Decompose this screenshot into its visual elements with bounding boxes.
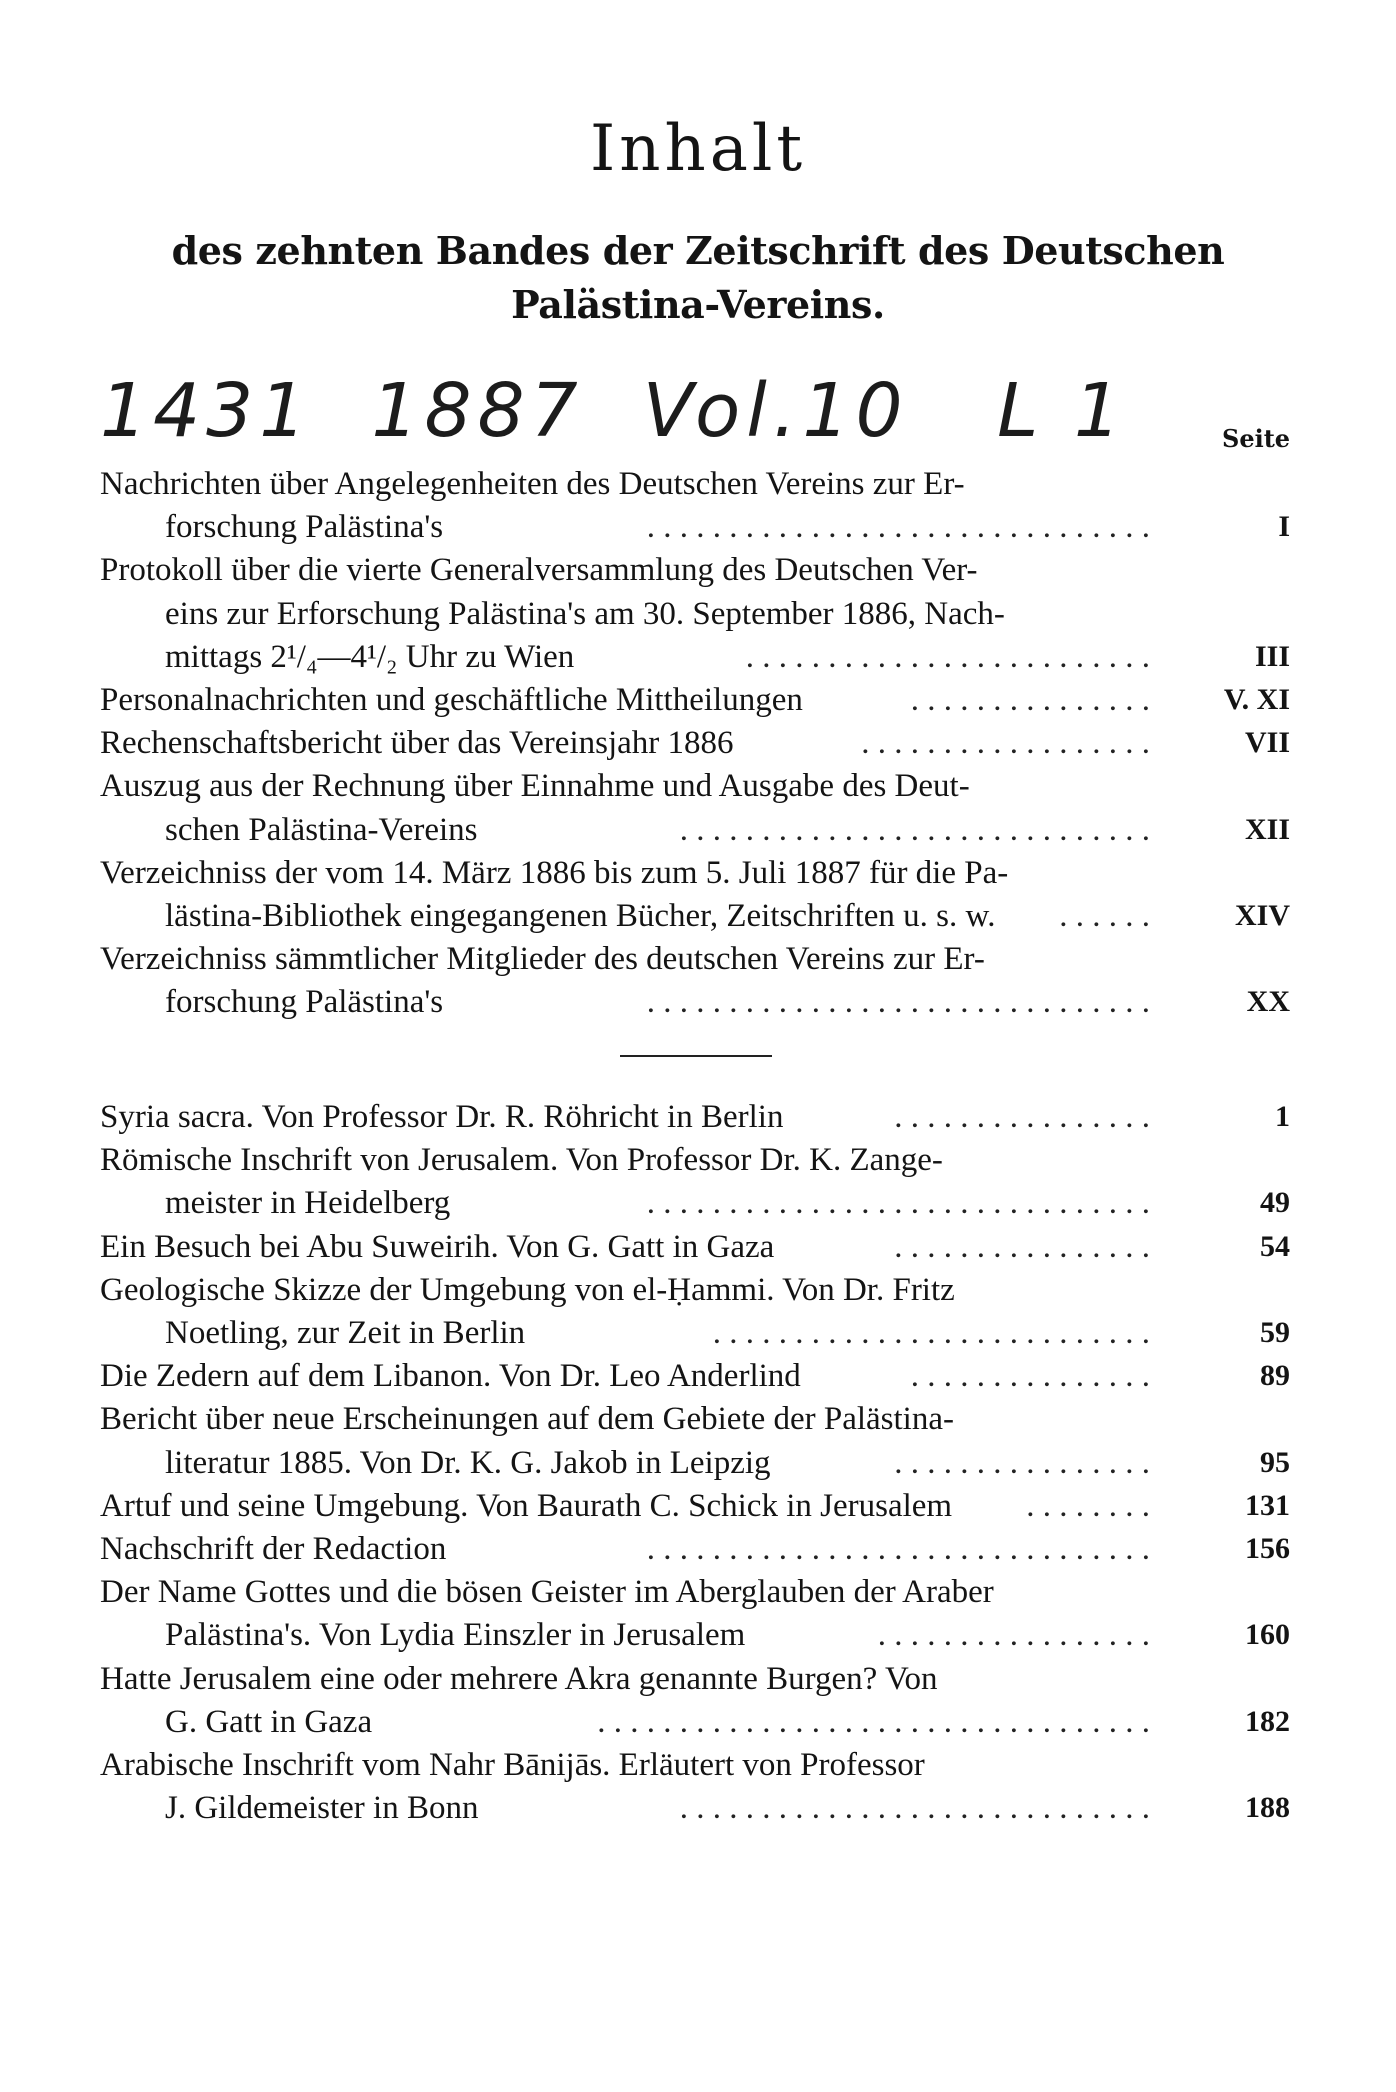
toc-entry-line [0,980,1396,1024]
toc-entry-text: forschung Palästina's [165,984,444,1021]
toc-page-number: XIV [1234,899,1290,932]
toc-entry-text: Personalnachrichten und geschäftliche Mittheilungen [100,682,803,718]
toc-entry-text: meister in Heidelberg [165,1185,451,1222]
dot-leader: . . . . . . . . . . . . . . . . . . . . . . . . . . . . . . . [646,1185,1150,1222]
dot-leader: . . . . . . . . . . . . . . . . . . . . . . . . . . . [712,1315,1150,1351]
toc-page-number: 95 [1260,1445,1290,1479]
dot-leader: . . . . . . . . . . . . . . . . . . . . . . . . . . . . . . . . . . [597,1703,1150,1740]
toc-entry-line [0,1354,1396,1398]
toc-page-number: 156 [1245,1532,1290,1565]
toc-entry-text: Auszug aus der Rechnung über Einnahme und Ausgabe des Deut- [100,768,970,805]
toc-entry-line [0,1613,1396,1657]
toc-entry-text: Nachschrift der Redaction [100,1531,447,1567]
toc-entry-text: Geologische Skizze der Umgebung von el-Ḥammi. Von Dr. Fritz [100,1271,955,1308]
toc-page-number: 160 [1245,1618,1290,1652]
toc-page-number: III [1254,639,1290,673]
toc-page-number: 59 [1260,1316,1290,1349]
toc-entry-text: Rechenschaftsbericht über das Vereinsjahr 1886 [100,725,734,762]
toc-entry-text: J. Gildemeister in Bonn [165,1790,479,1827]
toc-entry-line [0,1311,1396,1355]
toc-entry-text: Nachrichten über Angelegenheiten des Deutschen Vereins zur Er- [100,466,965,502]
toc-page-number: 182 [1245,1704,1290,1738]
dot-leader: . . . . . . . . . . . . . . . . [894,1228,1150,1265]
toc-page-number: V. XI [1223,683,1290,716]
toc-entry-line [0,937,1396,981]
seite-column-label: Seite [1222,424,1291,453]
toc-entry-line [0,1441,1396,1485]
handwritten-catalog-note: 1431 1887 Vol.10 L 1 [100,368,1127,454]
toc-entry-text: Der Name Gottes und die bösen Geister im Aberglauben der Araber [100,1574,994,1611]
dot-leader: . . . . . . . . . . . . . . . . . . [861,725,1150,762]
toc-entry-text: Hatte Jerusalem eine oder mehrere Akra genannte Burgen? Von [100,1660,938,1697]
dot-leader: . . . . . . . . . . . . . . . . . . . . . . . . . . . . . . . [646,984,1150,1021]
toc-entry-text: schen Palästina-Vereins [165,811,478,848]
dot-leader: . . . . . . . . . . . . . . . . . . . . . . . . . . . . . . . [646,1531,1150,1567]
toc-page-number: 49 [1260,1186,1290,1220]
toc-page-number: XII [1244,812,1290,846]
toc-entry-text: forschung Palästina's [165,509,444,546]
section-divider [620,1055,772,1057]
toc-page-number: VII [1244,726,1290,760]
dot-leader: . . . . . . . . . . . . . . . . . . . . . . . . . [745,638,1150,675]
dot-leader: . . . . . . . . . . . . . . . . . . . . . . . . . . . . . [679,1790,1150,1827]
toc-entry-text: Die Zedern auf dem Libanon. Von Dr. Leo Anderlind [100,1358,801,1395]
dot-leader: . . . . . . . . . . . . . . . [910,682,1150,718]
toc-entry-line [0,678,1396,722]
dot-leader: . . . . . . . . . . . . . . . [910,1358,1150,1395]
dot-leader: . . . . . . . . . . . . . . . . [894,1099,1150,1135]
toc-entry-text: Arabische Inschrift vom Nahr Bānijās. Erläutert von Professor [100,1747,925,1783]
toc-entry-line [0,894,1396,938]
toc-entry-line [0,1484,1396,1528]
subtitle-line-1: des zehnten Bandes der Zeitschrift des Deutschen [171,228,1225,273]
dot-leader: . . . . . . . . . . . . . . . . . . . . . . . . . . . . . [679,811,1150,848]
toc-entry-line [0,592,1396,636]
toc-page-number: 1 [1275,1100,1290,1133]
toc-entry-text: lästina-Bibliothek eingegangenen Bücher, Zeitschriften u. s. w. [165,898,996,934]
toc-entry-line [0,764,1396,808]
toc-entry-text: Ein Besuch bei Abu Suweirih. Von G. Gatt in Gaza [100,1228,775,1265]
toc-page-number: 131 [1245,1488,1290,1522]
toc-entry-line [0,1527,1396,1571]
page-title: Inhalt [589,112,807,186]
toc-entry-text: Verzeichniss der vom 14. März 1886 bis zum 5. Juli 1887 für die Pa- [100,854,1009,891]
toc-entry-line [0,808,1396,852]
toc-entry-text: Römische Inschrift von Jerusalem. Von Professor Dr. K. Zange- [100,1142,943,1179]
toc-entry-text: literatur 1885. Von Dr. K. G. Jakob in Leipzig [165,1444,771,1481]
toc-entry-line [0,548,1396,592]
toc-entry-line [0,635,1396,679]
toc-entry-line [0,1397,1396,1441]
toc-entry-text: Palästina's. Von Lydia Einszler in Jerusalem [165,1617,746,1654]
toc-page-number: 54 [1260,1229,1290,1263]
dot-leader: . . . . . . [1059,898,1150,934]
subtitle-line-2: Palästina-Vereins. [511,282,885,327]
toc-entry-line [0,1268,1396,1312]
toc-entry-line [0,721,1396,765]
toc-entry-line [0,1138,1396,1182]
toc-entry-line [0,462,1396,506]
toc-entry-line [0,1700,1396,1744]
toc-entry-line [0,505,1396,549]
toc-page-number: 188 [1245,1791,1290,1825]
toc-entry-text: G. Gatt in Gaza [165,1703,373,1740]
toc-entry-text: Protokoll über die vierte Generalversammlung des Deutschen Ver- [100,552,978,589]
toc-page-number: 89 [1260,1359,1290,1393]
toc-entry-line [0,1743,1396,1787]
toc-entry-text: eins zur Erforschung Palästina's am 30. September 1886, Nach- [165,595,1005,632]
toc-entry-text: Noetling, zur Zeit in Berlin [165,1315,526,1351]
dot-leader: . . . . . . . . [1026,1487,1150,1524]
toc-entry-line [0,1570,1396,1614]
toc-entry-text: Artuf und seine Umgebung. Von Baurath C. Schick in Jerusalem [100,1487,953,1524]
dot-leader: . . . . . . . . . . . . . . . . [894,1444,1150,1481]
toc-entry-line [0,1786,1396,1830]
dot-leader: . . . . . . . . . . . . . . . . . [877,1617,1150,1654]
toc-entry-line [0,1657,1396,1701]
toc-entry-line [0,851,1396,895]
toc-page-number: XX [1246,985,1290,1019]
toc-entry-line [0,1225,1396,1269]
toc-entry-text: mittags 2¹/₄—4¹/₂ Uhr zu Wien [165,638,575,675]
toc-entry-text: Syria sacra. Von Professor Dr. R. Röhricht in Berlin [100,1099,784,1135]
toc-page-number: I [1278,510,1290,544]
toc-entry-line [0,1181,1396,1225]
toc-entry-line [0,1095,1396,1139]
toc-entry-text: Verzeichniss sämmtlicher Mitglieder des deutschen Vereins zur Er- [100,941,985,978]
dot-leader: . . . . . . . . . . . . . . . . . . . . . . . . . . . . . . . [646,509,1150,546]
toc-entry-text: Bericht über neue Erscheinungen auf dem Gebiete der Palästina- [100,1401,954,1438]
